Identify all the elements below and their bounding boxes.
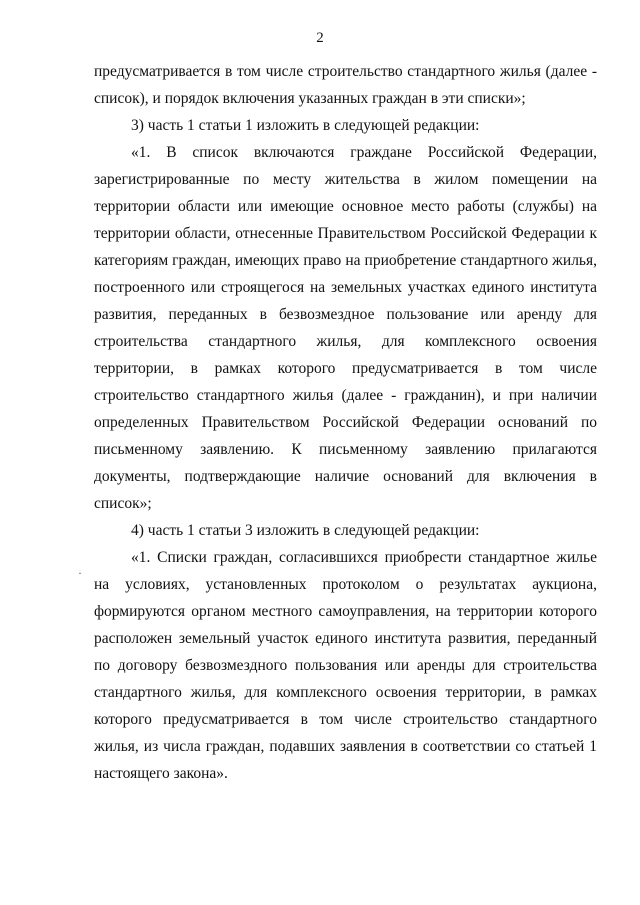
paragraph-item-4: 4) часть 1 статьи 3 изложить в следующей редакции:: [131, 522, 480, 539]
document-body: [94, 58, 597, 787]
scan-artifact-mark: ·: [78, 566, 82, 580]
paragraph-quote-article-3: «1. Списки граждан, согласившихся приобрести стандартное жилье на условиях, установленных протоколом о результатах аукциона, формируются органом местного самоуправления, на территории которого расположен земельный участок единого института развития, переданный по договору безвозмездного пользования или аренды для строительства стандартного жилья, для комплексного освоения территории, в рамках которого предусматривается в том числе строительство стандартного жилья, из числа граждан, подавших заявления в соответствии со статьей 1 настоящего закона».: [94, 549, 597, 782]
paragraph-quote-article-1: «1. В список включаются граждане Российской Федерации, зарегистрированные по месту жительства в жилом помещении на территории области или имеющие основное место работы (службы) на территории области, отнесенные Правительством Российской Федерации к категориям граждан, имеющих право на приобретение стандартного жилья, построенного или строящегося на земельных участках единого института развития, переданных в безвозмездное пользование или аренду для строительства стандартного жилья, для комплексного освоения территории, в рамках которого предусматривается в том числе строительство стандартного жилья (далее - гражданин), и при наличии определенных Правительством Российской Федерации оснований по письменному заявлению. К письменному заявлению прилагаются документы, подтверждающие наличие оснований для включения в список»;: [94, 144, 597, 512]
paragraph-continuation: предусматривается в том числе строительство стандартного жилья (далее - список), и порядок включения указанных граждан в эти списки»;: [94, 63, 597, 107]
page-number: 2: [316, 30, 324, 46]
paragraph-item-3: 3) часть 1 статьи 1 изложить в следующей редакции:: [131, 117, 480, 134]
